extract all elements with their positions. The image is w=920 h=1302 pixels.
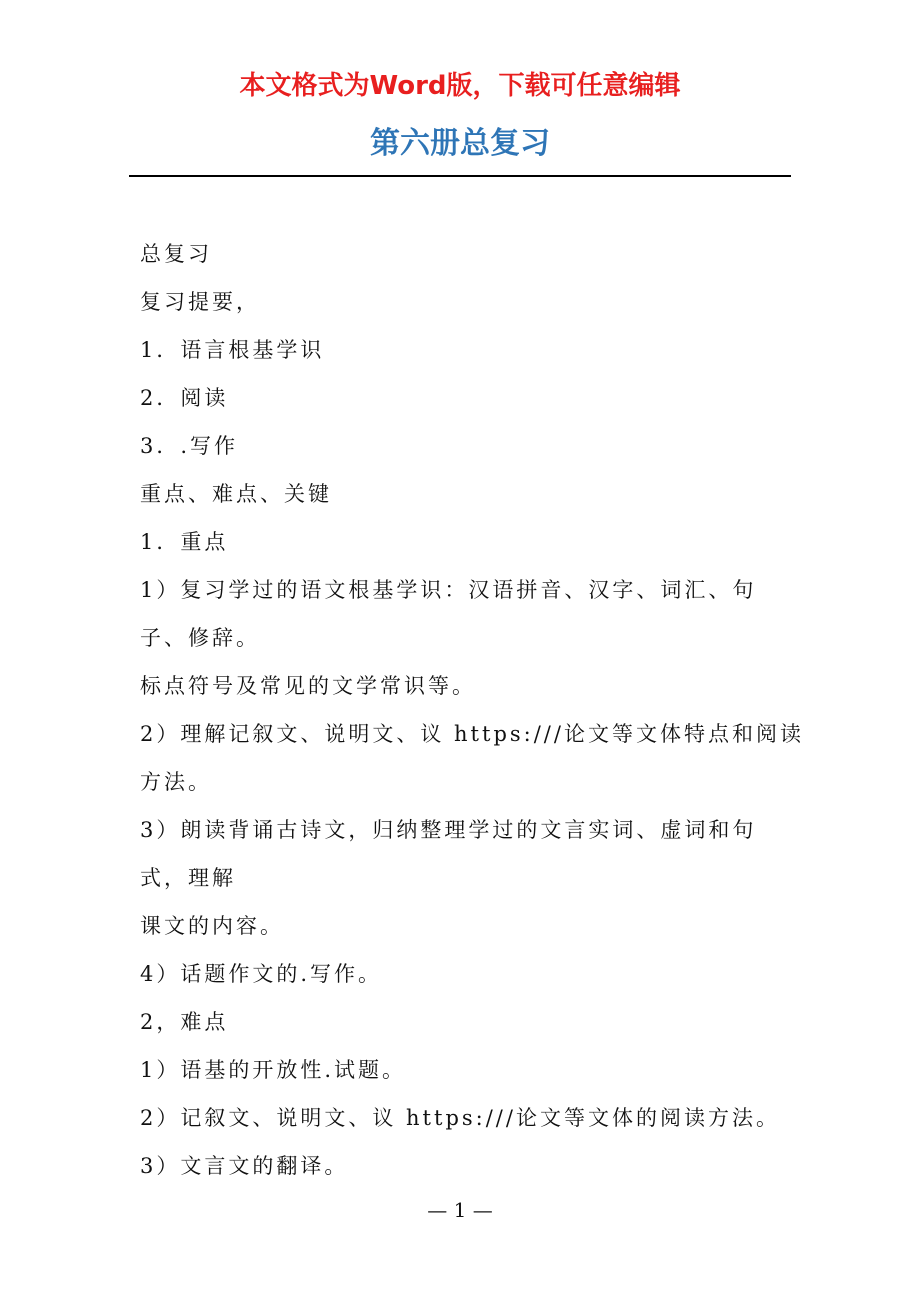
download-banner: 本文格式为Word版，下载可任意编辑: [239, 71, 681, 101]
text-line: 总复习: [140, 242, 212, 266]
page-number: — 1 —: [427, 1198, 493, 1222]
text-line: 子、修辞。: [140, 626, 260, 650]
text-line: 4）话题作文的.写作。: [140, 962, 383, 986]
text-line: 1．语言根基学识: [140, 338, 325, 362]
page-title: 第六册总复习: [370, 126, 550, 161]
text-line: 2）记叙文、说明文、议 https:///论文等文体的阅读方法。: [140, 1106, 780, 1130]
text-line: 3．.写作: [140, 434, 239, 458]
text-line: 标点符号及常见的文学常识等。: [140, 674, 476, 698]
text-line: 2，难点: [140, 1010, 229, 1034]
text-line: 式，理解: [140, 866, 236, 890]
text-line: 1）语基的开放性.试题。: [140, 1058, 407, 1082]
text-line: 重点、难点、关键: [140, 482, 332, 506]
text-line: 3）朗读背诵古诗文，归纳整理学过的文言实词、虚词和句: [140, 818, 757, 842]
text-line: 3）文言文的翻译。: [140, 1154, 349, 1178]
text-line: 1．重点: [140, 530, 229, 554]
text-line: 方法。: [140, 770, 212, 794]
text-line: 2）理解记叙文、说明文、议 https:///论文等文体特点和阅读: [140, 722, 804, 746]
text-line: 1）复习学过的语文根基学识：汉语拼音、汉字、词汇、句: [140, 578, 757, 602]
text-line: 2．阅读: [140, 386, 229, 410]
text-line: 课文的内容。: [140, 914, 284, 938]
title-divider: [129, 175, 791, 177]
text-line: 复习提要，: [140, 290, 260, 314]
document-body: [140, 230, 804, 1190]
